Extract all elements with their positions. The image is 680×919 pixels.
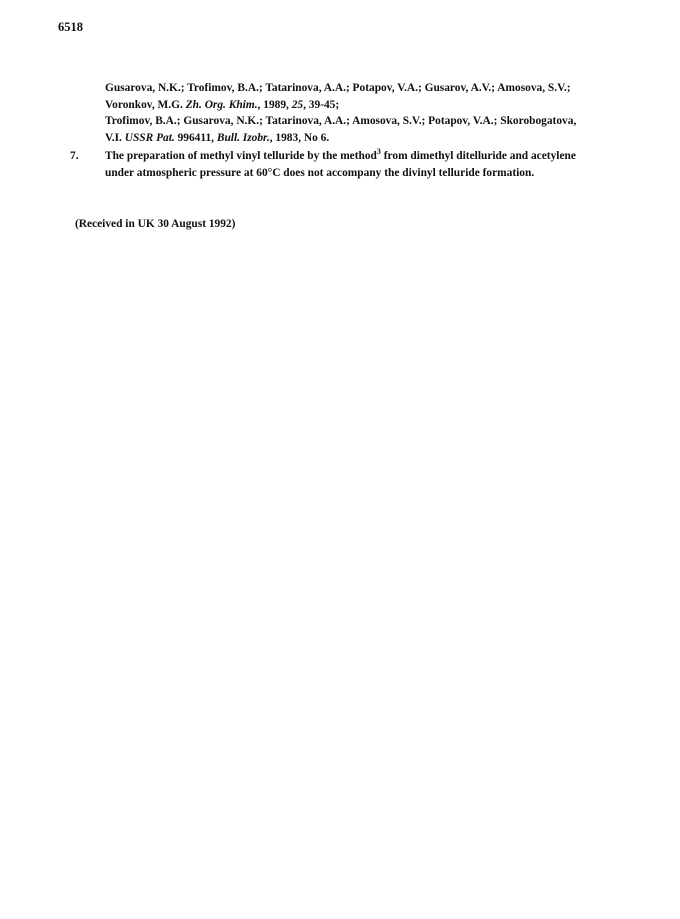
- patent-label: USSR Pat.: [124, 131, 175, 144]
- journal-name: Zh. Org. Khim.: [185, 98, 258, 111]
- reference-line: [105, 130, 615, 147]
- reference-authors: V.I.: [105, 131, 125, 144]
- note-line: under atmospheric pressure at 60°C does not accompany the divinyl telluride formation.: [105, 166, 535, 179]
- page-number: 6518: [58, 20, 83, 34]
- reference-pages: , 39-45;: [303, 98, 340, 111]
- reference-year: , 1989,: [257, 98, 292, 111]
- received-date: (Received in UK 30 August 1992): [75, 218, 236, 230]
- bulletin-name: Bull. Izobr.: [216, 131, 270, 144]
- note-text: [105, 148, 630, 181]
- reference-authors: Voronkov, M.G.: [105, 98, 186, 111]
- note-number: 7.: [70, 150, 79, 162]
- reference-entry: [105, 113, 615, 146]
- citation-superscript: 3: [376, 147, 381, 157]
- note-text-part: The preparation of methyl vinyl telluride by the method: [105, 150, 377, 162]
- patent-number: 996411,: [174, 131, 217, 144]
- reference-list: [105, 80, 615, 146]
- reference-line: Trofimov, B.A.; Gusarova, N.K.; Tatarinova, A.A.; Amosova, S.V.; Potapov, V.A.; Skorobogatova,: [105, 115, 577, 128]
- note-text-part: from dimethyl ditelluride and acetylene: [380, 150, 576, 162]
- journal-volume: 25: [291, 98, 304, 111]
- reference-line: Gusarova, N.K.; Trofimov, B.A.; Tatarinova, A.A.; Potapov, V.A.; Gusarov, A.V.; Amosova, S.V.;: [105, 82, 571, 94]
- reference-entry: [105, 80, 615, 113]
- reference-year: , 1983, No 6.: [269, 131, 330, 144]
- note-line: [105, 148, 630, 165]
- reference-line: [105, 97, 615, 114]
